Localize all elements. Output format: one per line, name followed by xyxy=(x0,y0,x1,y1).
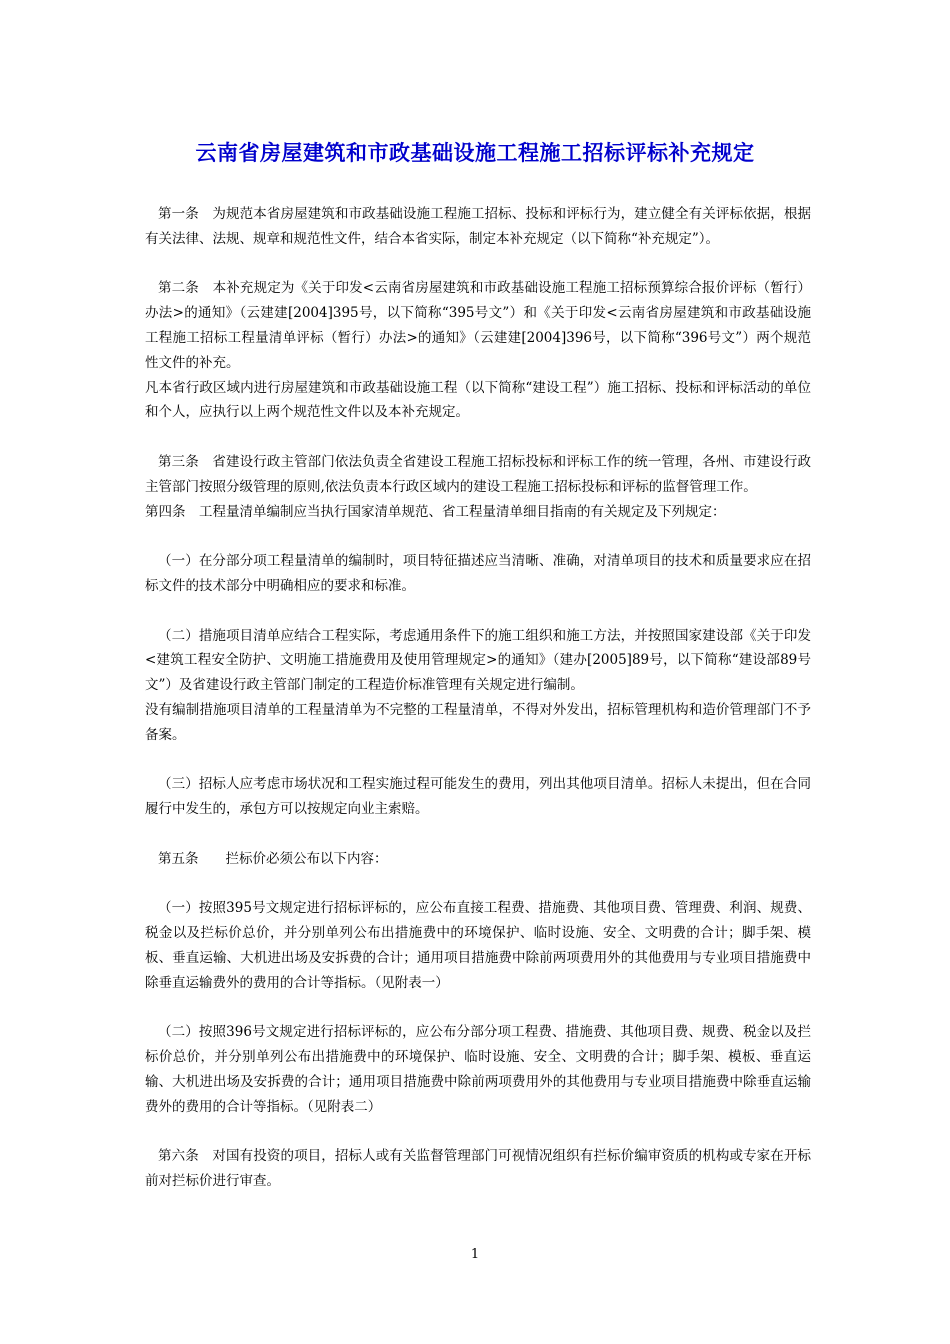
article-2-continuation: 凡本省行政区域内进行房屋建筑和市政基础设施工程（以下简称“建设工程”）施工招标、投标和评标活动的单位和个人，应执行以上两个规范性文件以及本补充规定。 xyxy=(145,379,811,421)
article-4-item-3: （三）招标人应考虑市场状况和工程实施过程可能发生的费用，列出其他项目清单。招标人未提出，但在合同履行中发生的，承包方可以按规定向业主索赔。 xyxy=(145,776,811,818)
paragraph-spacer xyxy=(145,822,811,847)
paragraph-spacer xyxy=(145,1119,811,1144)
article-5: 第五条 拦标价必须公布以下内容： xyxy=(158,850,388,867)
page-number: 1 xyxy=(470,1247,480,1262)
document-body xyxy=(145,202,811,1194)
article-4-item-2: （二）措施项目清单应结合工程实际，考虑通用条件下的施工组织和施工方法，并按照国家建设部《关于印发<建筑工程安全防护、文明施工措施费用及使用管理规定>的通知》（建办[2005]89号，以下简称“建设部89号文”）及省建设行政主管部门制定的工程造价标准管理有关规定进行编制。 xyxy=(145,627,811,694)
article-5-item-1: （一）按照395号文规定进行招标评标的，应公布直接工程费、措施费、其他项目费、管理费、利润、规费、税金以及拦标价总价，并分别单列公布出措施费中的环境保护、临时设施、安全、文明费的合计；脚手架、模板、垂直运输、大机进出场及安拆费的合计；通用项目措施费中除前两项费用外的其他费用与专业项目措施费中除垂直运输费外的费用的合计等指标。（见附表一） xyxy=(145,900,811,991)
paragraph-spacer xyxy=(145,748,811,773)
paragraph-spacer xyxy=(145,524,811,549)
article-4-item-1: （一）在分部分项工程量清单的编制时，项目特征描述应当清晰、准确，对清单项目的技术和质量要求应在招标文件的技术部分中明确相应的要求和标准。 xyxy=(145,553,811,594)
paragraph-spacer xyxy=(145,872,811,897)
article-1: 第一条 为规范本省房屋建筑和市政基础设施工程施工招标、投标和评标行为，建立健全有关评标依据，根据有关法律、法规、规章和规范性文件，结合本省实际，制定本补充规定（以下简称“补充规定”）。 xyxy=(145,206,811,247)
article-6: 第六条 对国有投资的项目，招标人或有关监督管理部门可视情况组织有拦标价编审资质的机构或专家在开标前对拦标价进行审查。 xyxy=(145,1148,811,1190)
article-5-item-2: （二）按照396号文规定进行招标评标的，应公布分部分项工程费、措施费、其他项目费、规费、税金以及拦标价总价，并分别单列公布出措施费中的环境保护、临时设施、安全、文明费的合计；脚手架、模板、垂直运输、大机进出场及安拆费的合计；通用项目措施费中除前两项费用外的其他费用与专业项目措施费中除垂直运输费外的费用的合计等指标。（见附表二） xyxy=(145,1024,811,1115)
paragraph-spacer xyxy=(145,425,811,450)
paragraph-spacer xyxy=(145,252,811,277)
article-4-item-2-continuation: 没有编制措施项目清单的工程量清单为不完整的工程量清单，不得对外发出，招标管理机构和造价管理部门不予备案。 xyxy=(145,701,811,743)
document-title: 云南省房屋建筑和市政基础设施工程施工招标评标补充规定 xyxy=(195,140,755,165)
article-3: 第三条 省建设行政主管部门依法负责全省建设工程施工招标投标和评标工作的统一管理，各州、市建设行政主管部门按照分级管理的原则,依法负责本行政区域内的建设工程施工招标投标和评标的监督管理工作。 xyxy=(145,453,811,495)
paragraph-spacer xyxy=(145,996,811,1021)
article-4: 第四条 工程量清单编制应当执行国家清单规范、省工程量清单细目指南的有关规定及下列规定： xyxy=(145,503,726,520)
paragraph-spacer xyxy=(145,599,811,624)
article-2: 第二条 本补充规定为《关于印发<云南省房屋建筑和市政基础设施工程施工招标预算综合报价评标（暂行）办法>的通知》（云建建[2004]395号，以下简称“395号文”）和《关于印发<云南省房屋建筑和市政基础设施工程施工招标工程量清单评标（暂行）办法>的通知》（云建建[2004]396号，以下简称“396号文”）两个规范性文件的补充。 xyxy=(145,280,811,371)
